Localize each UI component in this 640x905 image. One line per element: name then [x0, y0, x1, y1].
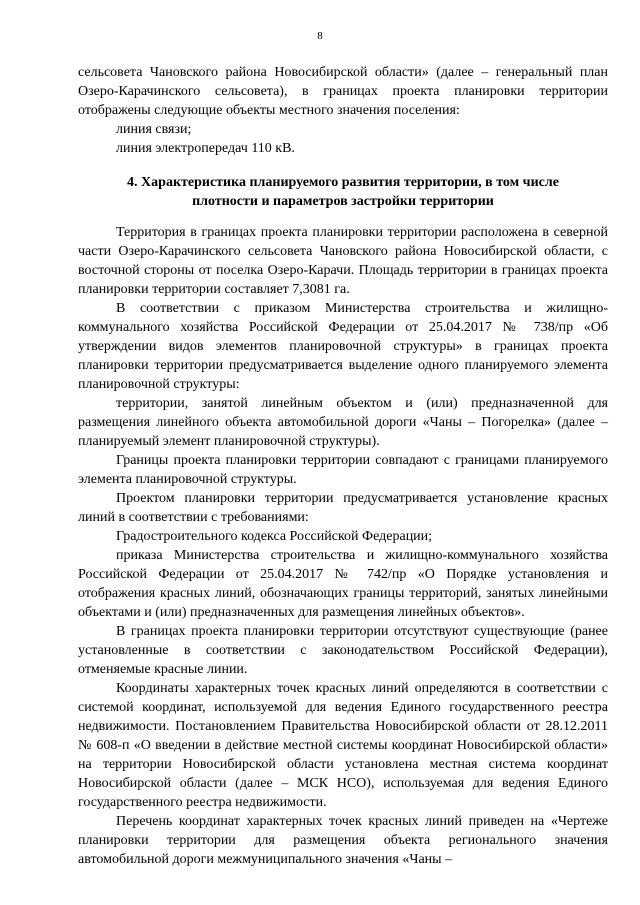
page-number: 8: [317, 30, 323, 42]
list-item-power-line: линия электропередач 110 кВ.: [116, 141, 295, 156]
paragraph-ministry-order: В соответствии с приказом Министерства строительства и жилищно-коммунального хозяйства Российской Федерации от 25.04.2017 № 738/пр «Об утверждении видов элементов планировочной структуры» в границах проекта планировки территории предусматривается выделение одного планируемого элемента планировочной структуры:: [78, 301, 608, 392]
paragraph-linear-object: территории, занятой линейным объектом и (или) предназначенной для размещения линейного объекта автомобильной дороги «Чаны – Погорелка» (далее – планируемый элемент планировочной структуры).: [78, 396, 608, 449]
document-body: [78, 63, 608, 869]
list-item-communication-line: линия связи;: [116, 122, 192, 137]
paragraph-territory-location: Территория в границах проекта планировки территории расположена в северной части Озеро-Карачинского сельсовета Чановского района Новосибирской области, с восточной стороны от поселка Озеро-Карачи. Площадь территории в границах проекта планировки территории составляет 7,3081 га.: [78, 225, 608, 297]
paragraph-continuation: сельсовета Чановского района Новосибирской области» (далее – генеральный план Озеро-Карачинского сельсовета), в границах проекта планировки территории отображены следующие объекты местного значения поселения:: [78, 65, 608, 118]
paragraph-boundaries: Границы проекта планировки территории совпадают с границами планируемого элемента планировочной структуры.: [78, 453, 608, 487]
paragraph-coordinates-list: Перечень координат характерных точек красных линий приведен на «Чертеже планировки территории для размещения объекта регионального значения автомобильной дороги межмуниципального значения «Чаны –: [78, 814, 608, 867]
paragraph-coordinates: Координаты характерных точек красных линий определяются в соответствии с системой координат, используемой для ведения Единого государственного реестра недвижимости. Постановлением Правительства Новосибирской области от 28.12.2011 № 608-п «О введении в действие местной системы координат Новосибирской области» на территории Новосибирской области установлена местная система координат Новосибирской области (далее – МСК НСО), используемая для ведения Единого государственного реестра недвижимости.: [78, 681, 608, 810]
paragraph-urban-code: Градостроительного кодекса Российской Федерации;: [116, 529, 433, 544]
section-heading: 4. Характеристика планируемого развития территории, в том числе плотности и параметров застройки территории: [127, 175, 559, 209]
paragraph-no-existing-lines: В границах проекта планировки территории отсутствуют существующие (ранее установленные в соответствии с законодательством Российской Федерации), отменяемые красные линии.: [78, 624, 608, 677]
paragraph-order-742: приказа Министерства строительства и жилищно-коммунального хозяйства Российской Федерации от 25.04.2017 № 742/пр «О Порядке установления и отображения красных линий, обозначающих границы территорий, занятых линейными объектами и (или) предназначенных для размещения линейных объектов».: [78, 548, 608, 620]
paragraph-red-lines: Проектом планировки территории предусматривается установление красных линий в соответствии с требованиями:: [78, 491, 608, 525]
